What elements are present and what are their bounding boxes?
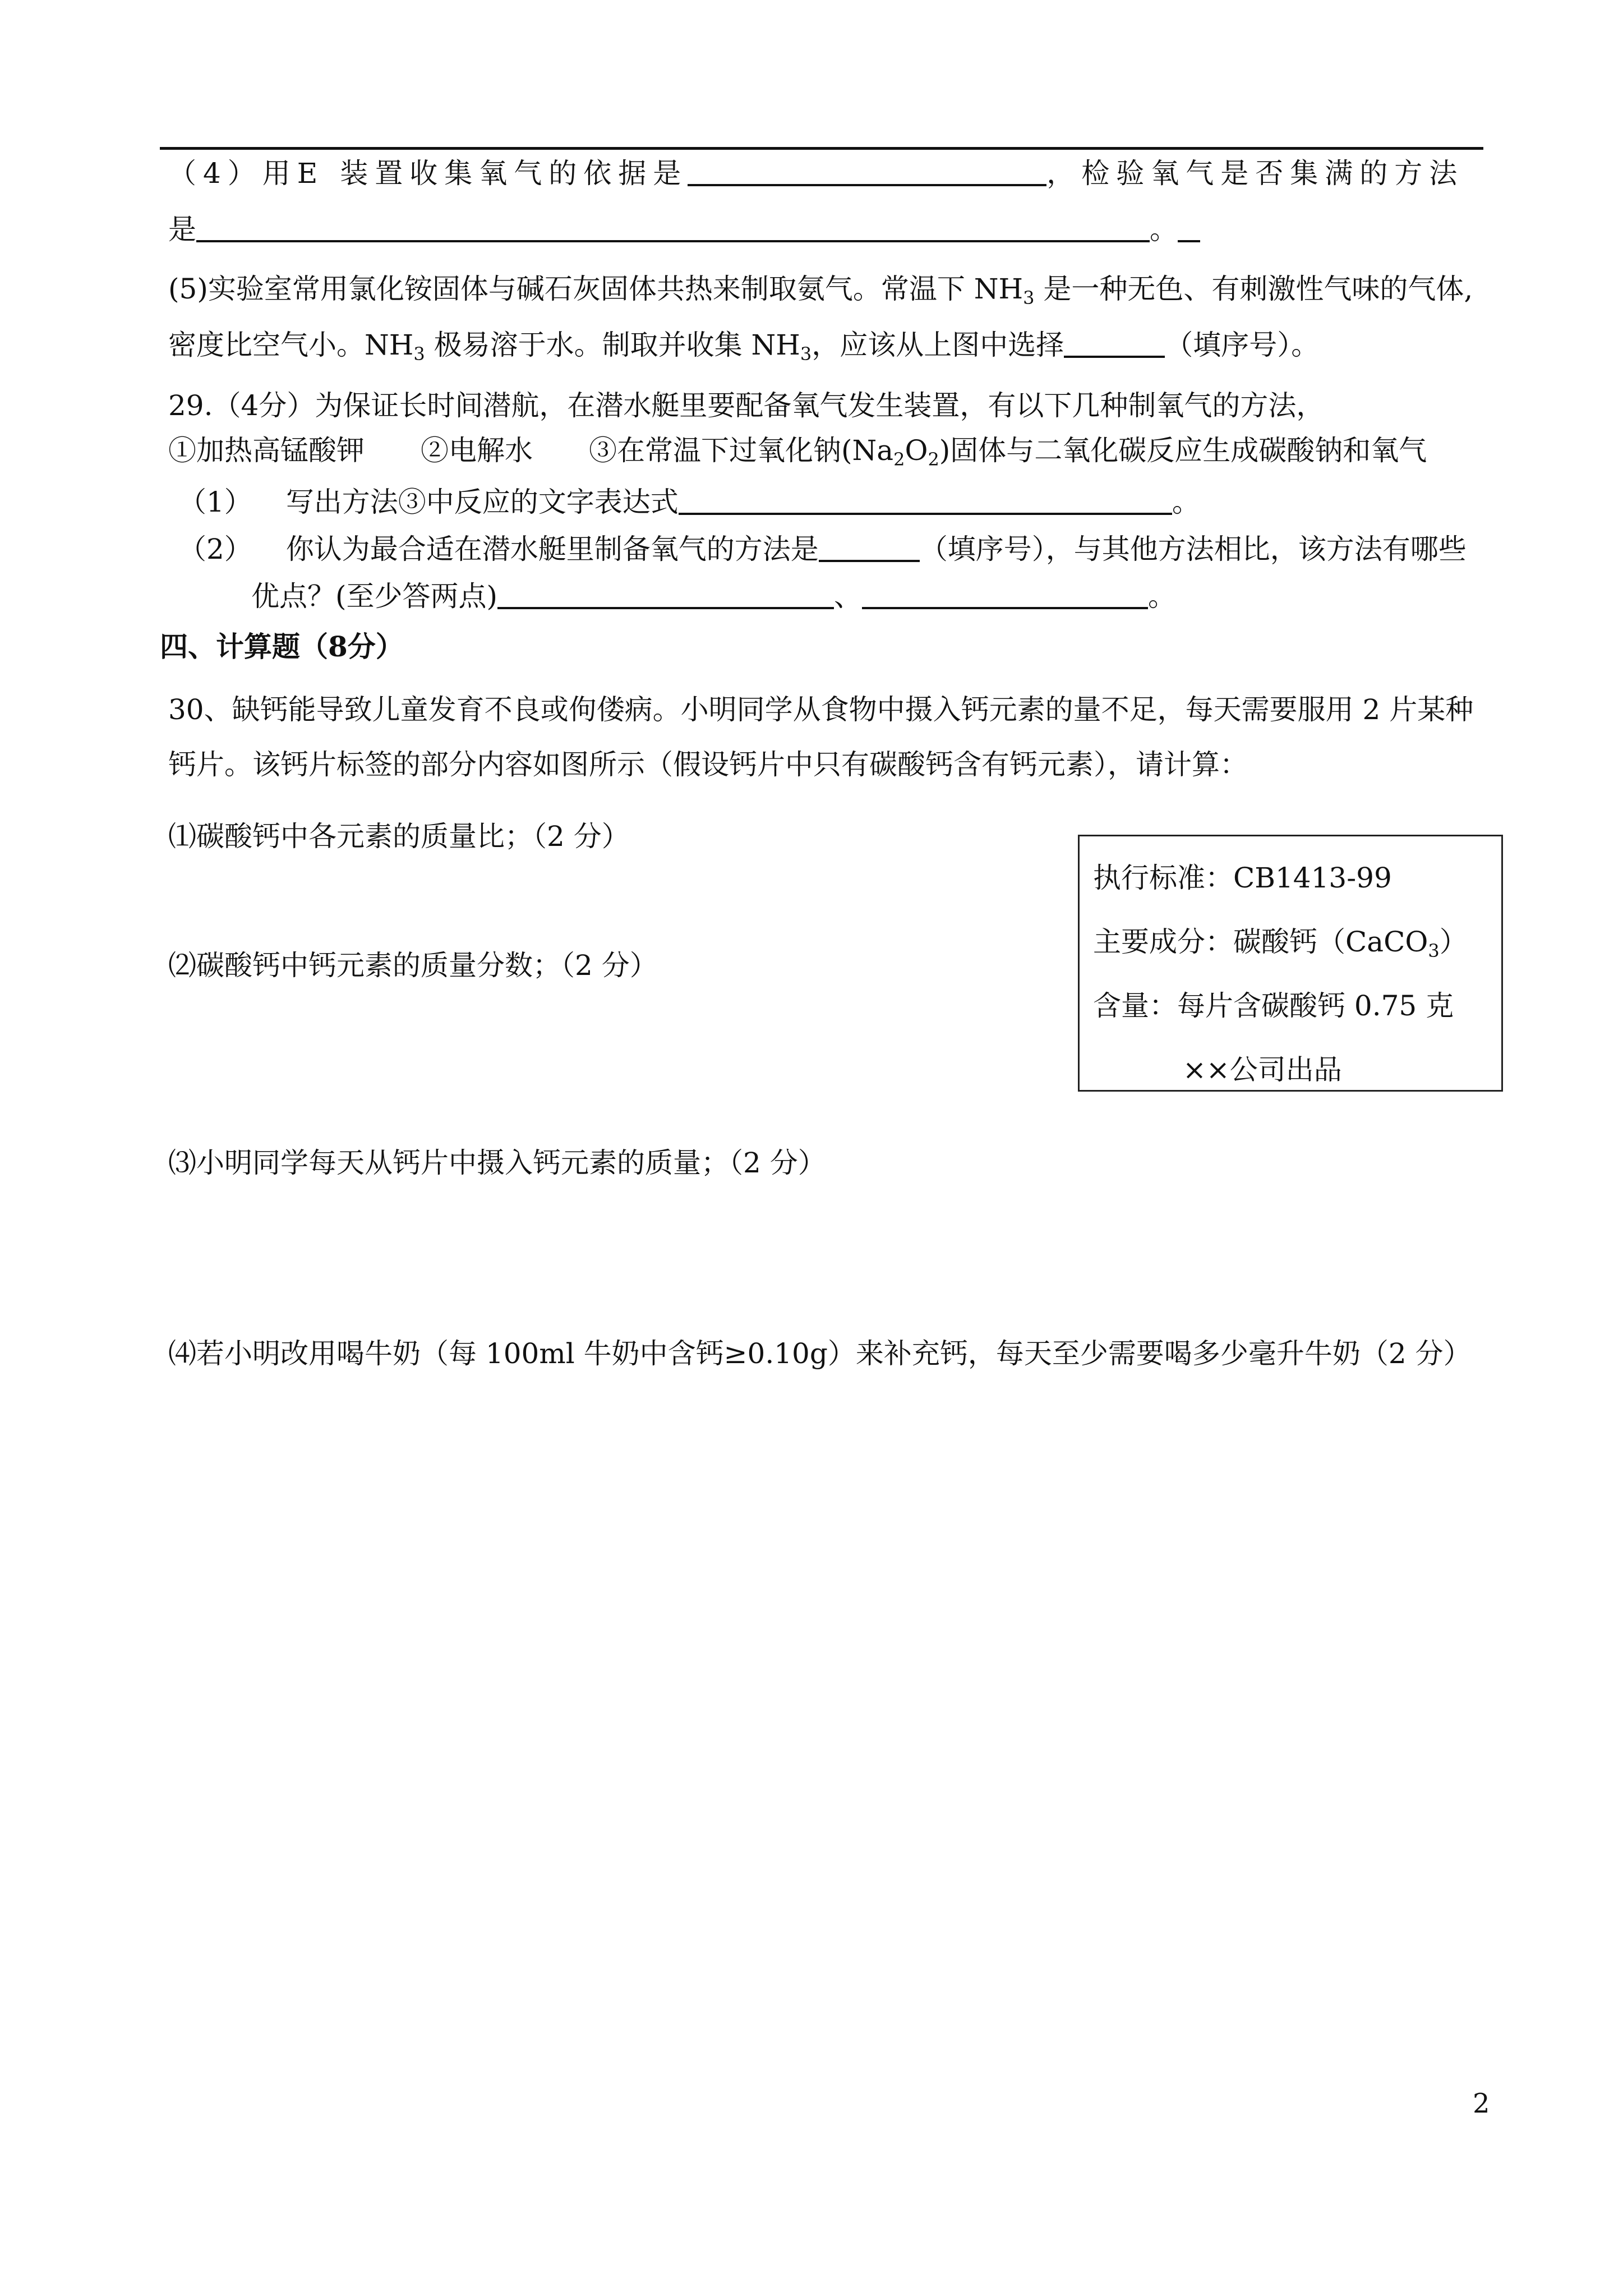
- subscript: 3: [800, 343, 812, 365]
- method-1: ①加热高锰酸钾: [168, 434, 365, 467]
- q29-methods: [168, 436, 1427, 468]
- q28-part5-line1: [168, 275, 1473, 307]
- q28-part4-line1: [168, 157, 1464, 190]
- answer-blank[interactable]: [819, 534, 920, 562]
- label-content-text: 含量：每片含碳酸钙 0.75 克: [1093, 990, 1454, 1022]
- q28-part5-text5: ，应该从上图中选择: [811, 329, 1064, 361]
- q29-sub2-text2: （填序号），与其他方法相比，该方法有哪些: [919, 533, 1467, 565]
- q28-part5-text3: 密度比空气小。NH: [168, 329, 414, 361]
- q30-sub1: [168, 820, 630, 853]
- q30-sub4: [168, 1337, 1472, 1370]
- q28-part5-text: (5)实验室常用氯化铵固体与碱石灰固体共热来制取氨气。常温下 NH: [168, 273, 1023, 305]
- label-ingredient-text: 主要成分：碳酸钙（CaCO: [1093, 926, 1428, 958]
- q28-part5-text4: 极易溶于水。制取并收集 NH: [425, 329, 800, 361]
- answer-blank[interactable]: [679, 487, 1172, 515]
- subscript: 2: [893, 449, 905, 470]
- q28-part4-line2: [168, 213, 1200, 246]
- subscript: 3: [413, 343, 425, 365]
- label-ingredient-end: ）: [1439, 926, 1468, 958]
- answer-blank[interactable]: [497, 581, 834, 609]
- section-title-text: 四、计算题（8分）: [160, 630, 404, 663]
- q30-intro-text2: 钙片。该钙片标签的部分内容如图所示（假设钙片中只有碳酸钙含有钙元素），请计算：: [168, 748, 1248, 781]
- q29-sub1-end: 。: [1172, 486, 1200, 518]
- answer-blank[interactable]: [196, 214, 1150, 242]
- q30-sub1-text: ⑴碳酸钙中各元素的质量比；（2 分）: [168, 820, 630, 853]
- q29-sub1-text: 写出方法③中反应的文字表达式: [285, 486, 679, 518]
- q29-sub2-end: 。: [1148, 580, 1177, 613]
- q29-sub2-text: 你认为最合适在潜水艇里制备氧气的方法是: [285, 533, 819, 565]
- q29-sub2: [178, 534, 1467, 563]
- subscript: 3: [1023, 287, 1035, 309]
- subscript: 3: [1428, 940, 1440, 961]
- q28-part4-text3: 是: [168, 213, 196, 246]
- q28-part4-text2: ，检验氧气是否集满的方法: [1046, 157, 1464, 190]
- subscript: 2: [928, 449, 939, 470]
- q30-intro-text: 30、缺钙能导致儿童发育不良或佝偻病。小明同学从食物中摄入钙元素的量不足，每天需要服用 2 片某种: [168, 693, 1474, 726]
- method-3-c: )固体与二氧化碳反应生成碳酸钠和氧气: [939, 434, 1427, 467]
- label-maker: [1183, 1047, 1342, 1088]
- q30-sub2-text: ⑵碳酸钙中钙元素的质量分数；（2 分）: [168, 949, 658, 982]
- q28-part5-text2: 是一种无色、有刺激性气味的气体,: [1034, 273, 1473, 305]
- sub-number: （2）: [178, 533, 252, 565]
- separator: 、: [834, 580, 863, 613]
- q30-sub4-text: ⑷若小明改用喝牛奶（每 100ml 牛奶中含钙≥0.10g）来补充钙，每天至少需要喝多少毫升牛奶（2 分）: [168, 1337, 1472, 1370]
- q29-intro: [168, 389, 1325, 422]
- label-maker-text: ××公司出品: [1183, 1053, 1342, 1086]
- sub-number: （1）: [178, 486, 252, 518]
- q30-sub3-text: ⑶小明同学每天从钙片中摄入钙元素的质量；（2 分）: [168, 1147, 826, 1179]
- answer-blank[interactable]: [1064, 330, 1165, 358]
- method-2: ②电解水: [421, 434, 533, 467]
- calcium-label-box: [1078, 835, 1503, 1092]
- q28-part4-text: （4）用E 装置收集氧气的依据是: [168, 157, 688, 190]
- q30-sub3: [168, 1149, 826, 1177]
- underline-tail: [1178, 214, 1200, 242]
- q29-sub2-text3: 优点？(至少答两点): [251, 580, 498, 613]
- method-3: ③在常温下过氧化钠(Na: [589, 434, 894, 467]
- label-standard: [1093, 855, 1392, 896]
- page-number: 2: [1473, 2088, 1490, 2119]
- q30-intro-line1: [168, 693, 1474, 726]
- answer-blank[interactable]: [862, 581, 1148, 609]
- q29-intro-text: 29.（4分）为保证长时间潜航，在潜水艇里要配备氧气发生装置，有以下几种制氧气的方法，: [168, 389, 1325, 422]
- label-content: [1093, 983, 1454, 1024]
- q29-sub1: [178, 487, 1200, 516]
- q28-part5-line2: [168, 330, 1319, 363]
- q28-part5-text6: （填序号）。: [1165, 329, 1320, 361]
- q28-part4-end: 。: [1150, 213, 1178, 246]
- q29-sub2-line2: [251, 580, 1177, 613]
- q30-intro-line2: [168, 748, 1248, 781]
- method-3-b: O: [905, 434, 928, 467]
- label-ingredient: [1093, 919, 1468, 961]
- answer-blank[interactable]: [688, 158, 1046, 186]
- section-title: [160, 630, 404, 663]
- label-standard-text: 执行标准：CB1413-99: [1093, 862, 1392, 894]
- q30-sub2: [168, 949, 658, 982]
- header-rule: [160, 147, 1483, 150]
